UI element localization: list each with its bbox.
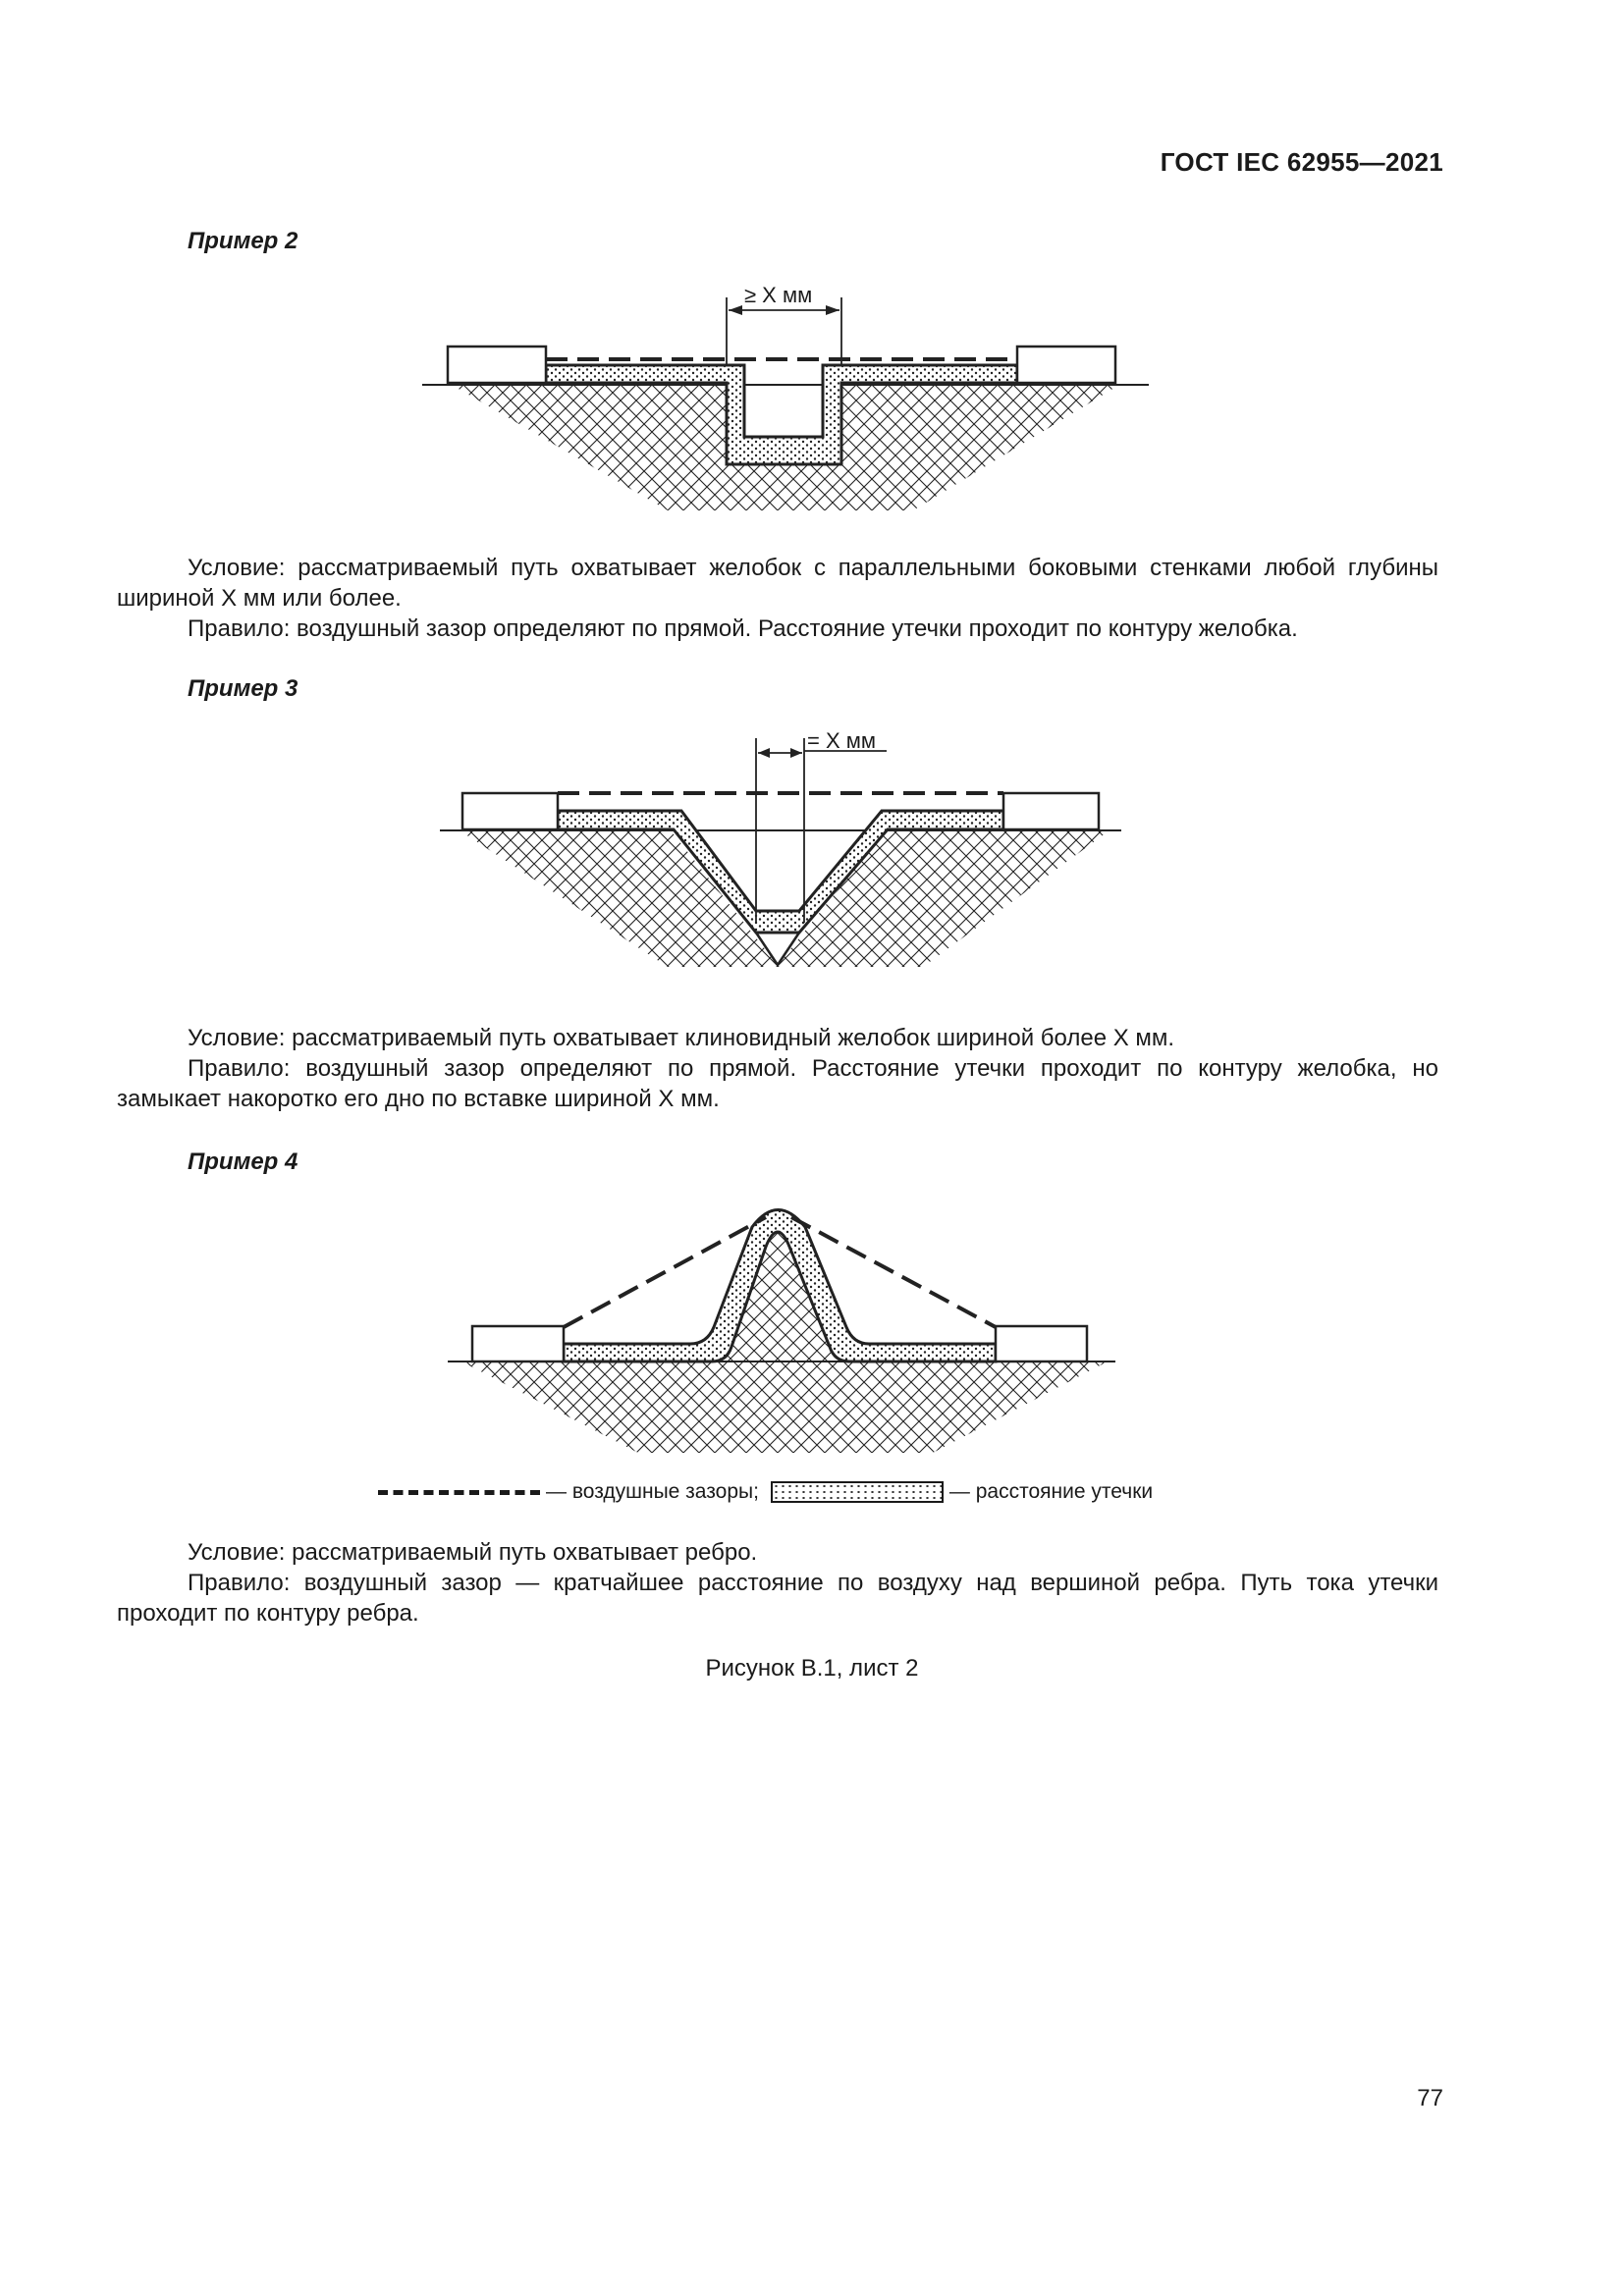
example-4-title: Пример 4 — [188, 1148, 298, 1175]
example-3-rule: Правило: воздушный зазор определяют по прямой. Расстояние утечки проходит по контуру желобка, но замыкает накоротко его дно по вставке шириной X мм. — [117, 1055, 1438, 1112]
example-4-figure — [442, 1198, 1129, 1463]
creepage-legend-swatch — [771, 1481, 944, 1503]
example-3-title: Пример 3 — [188, 675, 298, 702]
example-2-dimension-label: ≥ X мм — [744, 283, 813, 307]
page-number: 77 — [1417, 2085, 1443, 2111]
example-3-dimension-label: = X мм — [807, 728, 876, 753]
example-4-condition: Условие: рассматриваемый путь охватывает ребро. — [188, 1539, 758, 1566]
creepage-legend-label: — расстояние утечки — [948, 1480, 1154, 1503]
right-conductor — [1017, 347, 1115, 383]
example-3-condition: Условие: рассматриваемый путь охватывает клиновидный желобок шириной более X мм. — [188, 1025, 1175, 1051]
example-2-rule: Правило: воздушный зазор определяют по прямой. Расстояние утечки проходит по контуру желобка. — [188, 615, 1298, 642]
document-standard-number: ГОСТ IEC 62955—2021 — [1160, 147, 1443, 177]
example-3-figure — [432, 726, 1139, 982]
example-2-condition: Условие: рассматриваемый путь охватывает желобок с параллельными боковыми стенками любой глубины шириной X мм или более. — [117, 555, 1438, 612]
left-conductor — [448, 347, 546, 383]
air-gap-legend-swatch — [378, 1490, 540, 1495]
example-4-rule: Правило: воздушный зазор — кратчайшее расстояние по воздуху над вершиной ребра. Путь тока утечки проходит по контуру ребра. — [117, 1570, 1438, 1627]
figure-caption: Рисунок B.1, лист 2 — [705, 1655, 919, 1682]
figure-legend — [378, 1476, 1153, 1508]
example-2-title: Пример 2 — [188, 228, 298, 254]
air-gap-legend-label: — воздушные зазоры; — [546, 1480, 759, 1503]
example-2-figure — [412, 280, 1159, 515]
